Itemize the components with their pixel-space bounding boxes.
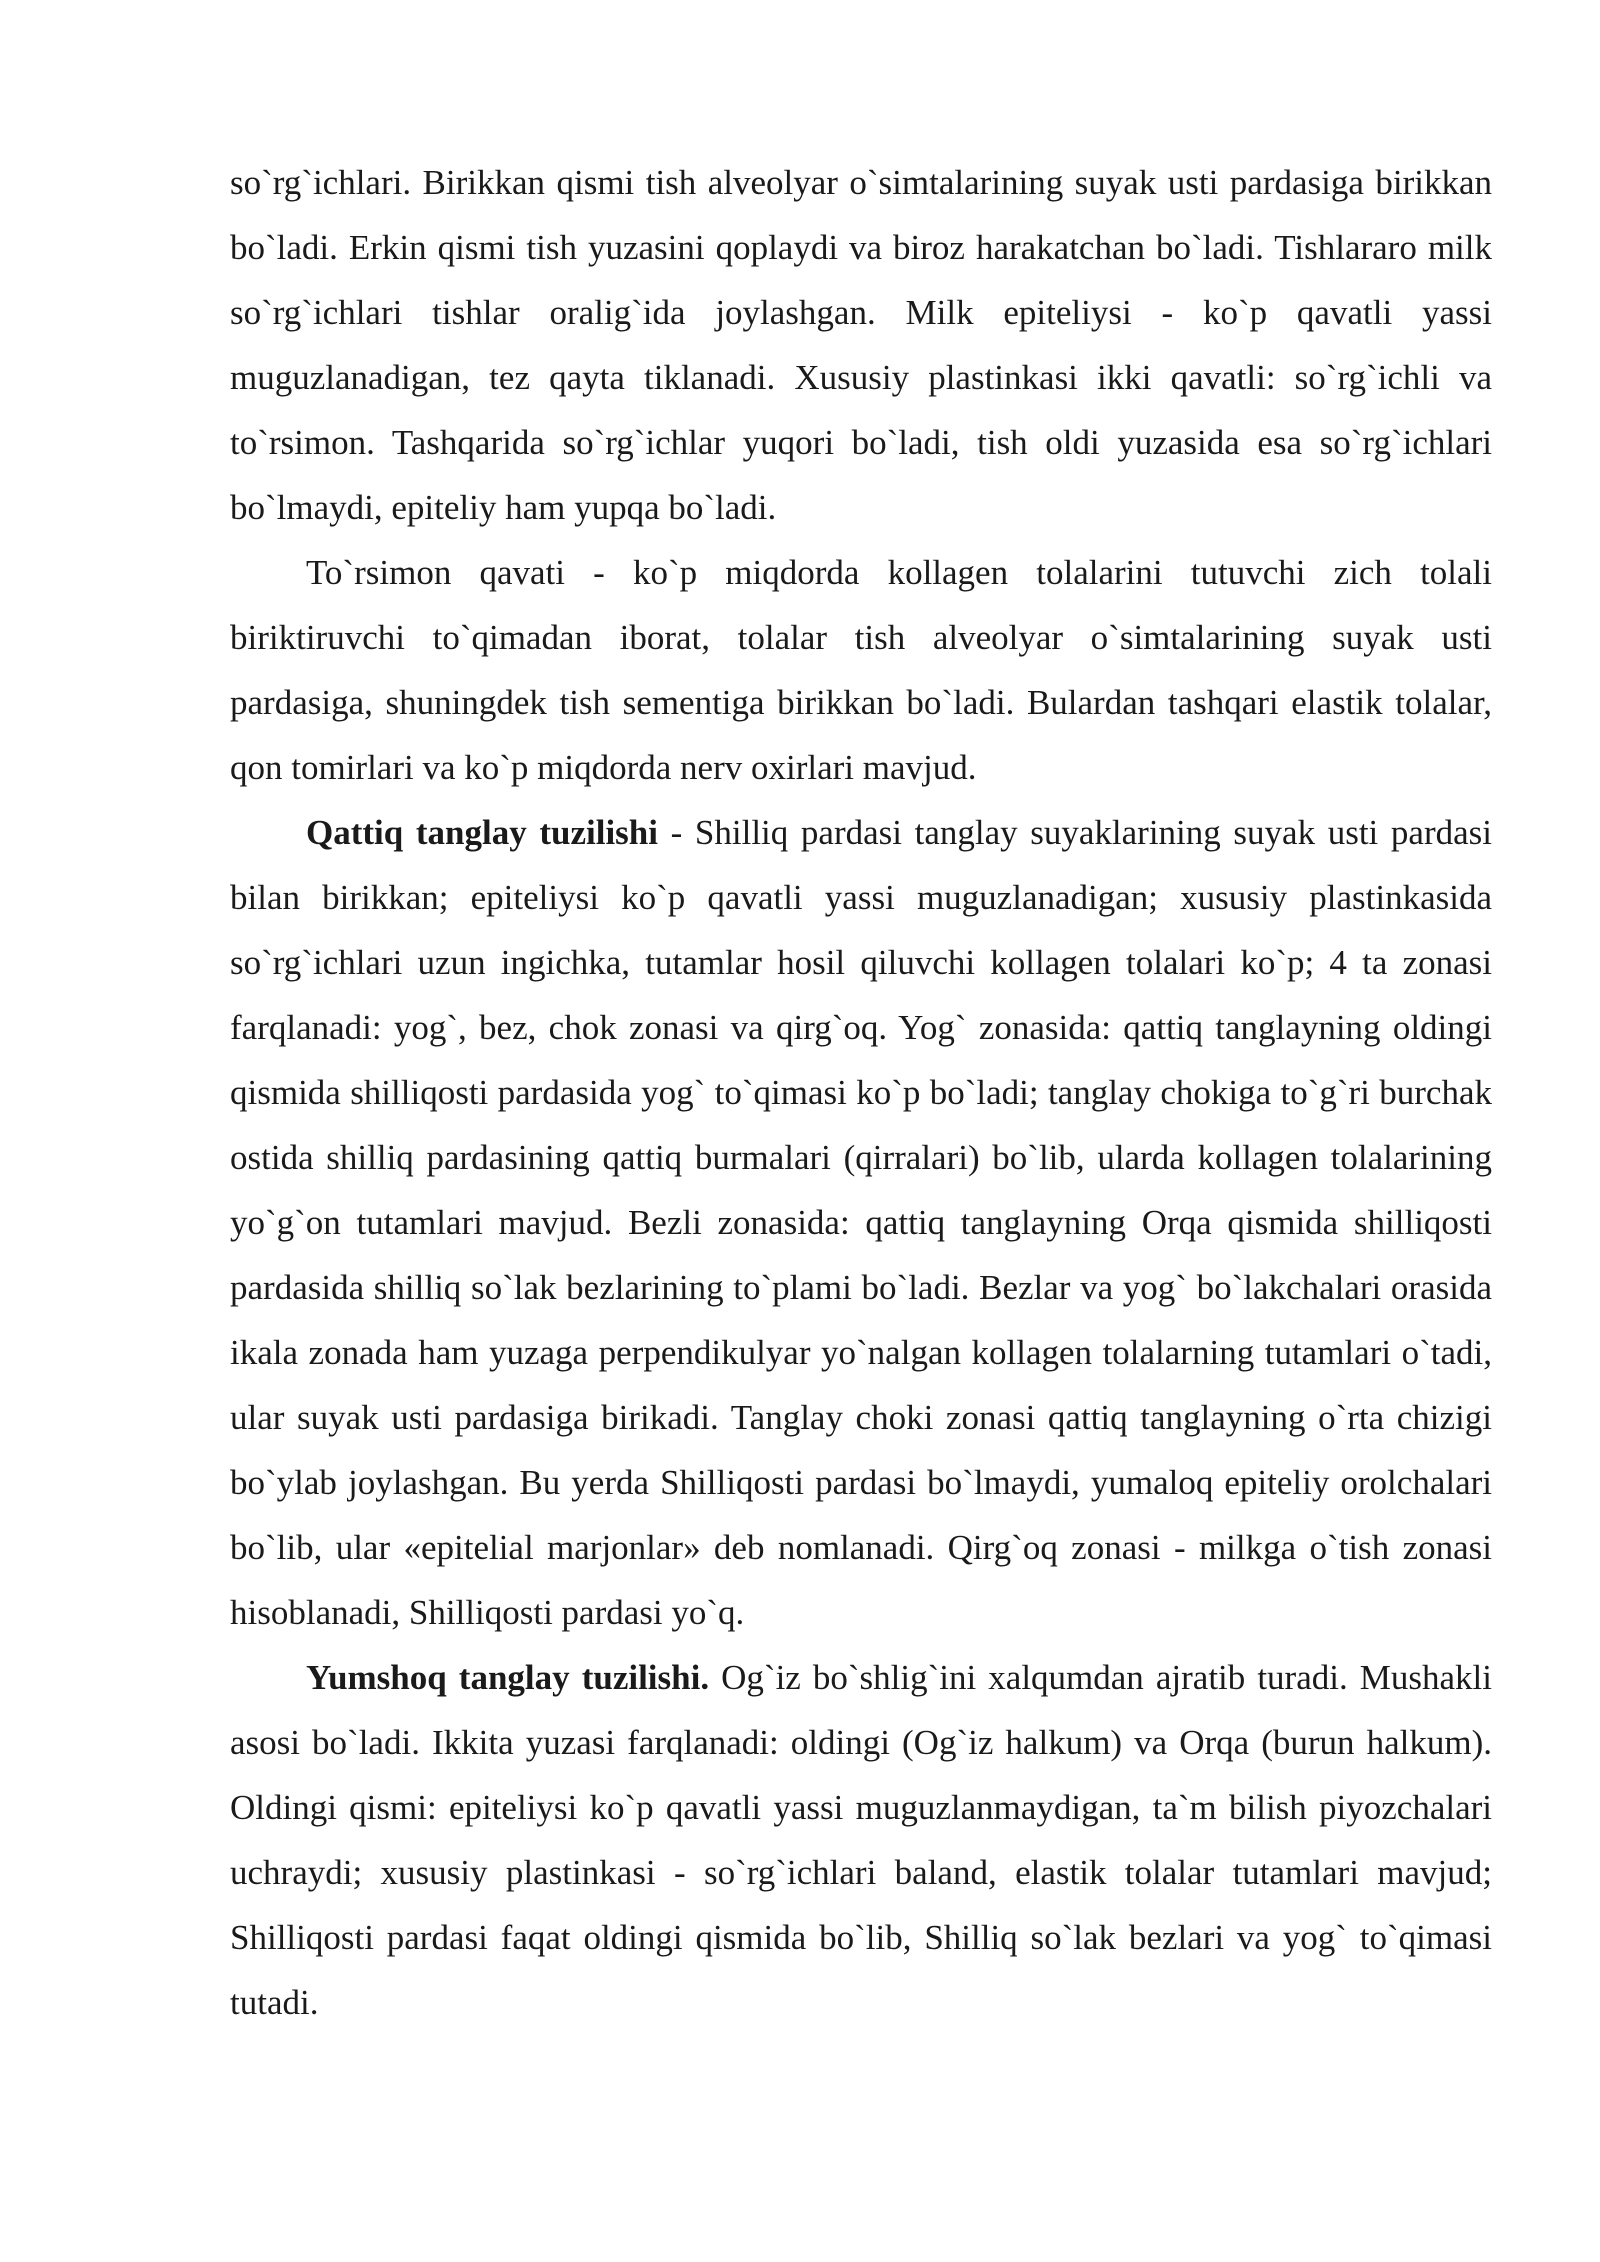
section-heading: Qattiq tanglay tuzilishi [306, 813, 658, 852]
section-heading: Yumshoq tanglay tuzilishi. [306, 1658, 710, 1697]
paragraph-torsimon-qavati [230, 540, 1492, 800]
paragraph-text: To`rsimon qavati - ko`p miqdorda kollagen tolalarini tutuvchi zich tolali biriktiruvchi to`qimadan iborat, tolalar tish alveolyar o`simtalarining suyak usti pardasiga, shuningdek tish sementiga birikkan bo`ladi. Bulardan tashqari elastik tolalar, qon tomirlari va ko`p miqdorda nerv oxirlari mavjud. [230, 553, 1492, 787]
paragraph-text: - Shilliq pardasi tanglay suyaklarining suyak usti pardasi bilan birikkan; epiteliysi ko`p qavatli yassi muguzlanadigan; xususiy plastinkasida so`rg`ichlari uzun ingichka, tutamlar hosil qiluvchi kollagen tolalari ko`p; 4 ta zonasi farqlanadi: yog`, bez, chok zonasi va qirg`oq. Yog` zonasida: qattiq tanglayning oldingi qismida shilliqosti pardasida yog` to`qimasi ko`p bo`ladi; tanglay chokiga to`g`ri burchak ostida shilliq pardasining qattiq burmalari (qirralari) bo`lib, ularda kollagen tolalarining yo`g`on tutamlari mavjud. Bezli zonasida: qattiq tanglayning Orqa qismida shilliqosti pardasida shilliq so`lak bezlarining to`plami bo`ladi. Bezlar va yog` bo`lakchalari orasida ikala zonada ham yuzaga perpendikulyar yo`nalgan kollagen tolalarning tutamlari o`tadi, ular suyak usti pardasiga birikadi. Tanglay choki zonasi qattiq tanglayning o`rta chizigi bo`ylab joylashgan. Bu yerda Shilliqosti pardasi bo`lmaydi, yumaloq epiteliy orolchalari bo`lib, ular «epitelial marjonlar» deb nomlanadi. Qirg`oq zonasi - milkga o`tish zonasi hisoblanadi, Shilliqosti pardasi yo`q. [230, 813, 1492, 1632]
paragraph-milk-sorgichlari [230, 150, 1492, 540]
paragraph-text: Og`iz bo`shlig`ini xalqumdan ajratib turadi. Mushakli asosi bo`ladi. Ikkita yuzasi farqlanadi: oldingi (Og`iz halkum) va Orqa (burun halkum). Oldingi qismi: epiteliysi ko`p qavatli yassi muguzlanmaydigan, ta`m bilish piyozchalari uchraydi; xususiy plastinkasi - so`rg`ichlari baland, elastik tolalar tutamlari mavjud; Shilliqosti pardasi faqat oldingi qismida bo`lib, Shilliq so`lak bezlari va yog` to`qimasi tutadi. [230, 1658, 1493, 2022]
paragraph-qattiq-tanglay [230, 800, 1492, 1645]
paragraph-text: so`rg`ichlari. Birikkan qismi tish alveolyar o`simtalarining suyak usti pardasiga birikkan bo`ladi. Erkin qismi tish yuzasini qoplaydi va biroz harakatchan bo`ladi. Tishlararo milk so`rg`ichlari tishlar oralig`ida joylashgan. Milk epiteliysi - ko`p qavatli yassi muguzlanadigan, tez qayta tiklanadi. Xususiy plastinkasi ikki qavatli: so`rg`ichli va to`rsimon. Tashqarida so`rg`ichlar yuqori bo`ladi, tish oldi yuzasida esa so`rg`ichlari bo`lmaydi, epiteliy ham yupqa bo`ladi. [230, 163, 1492, 527]
paragraph-yumshoq-tanglay [230, 1645, 1492, 2035]
document-page [230, 150, 1492, 2035]
